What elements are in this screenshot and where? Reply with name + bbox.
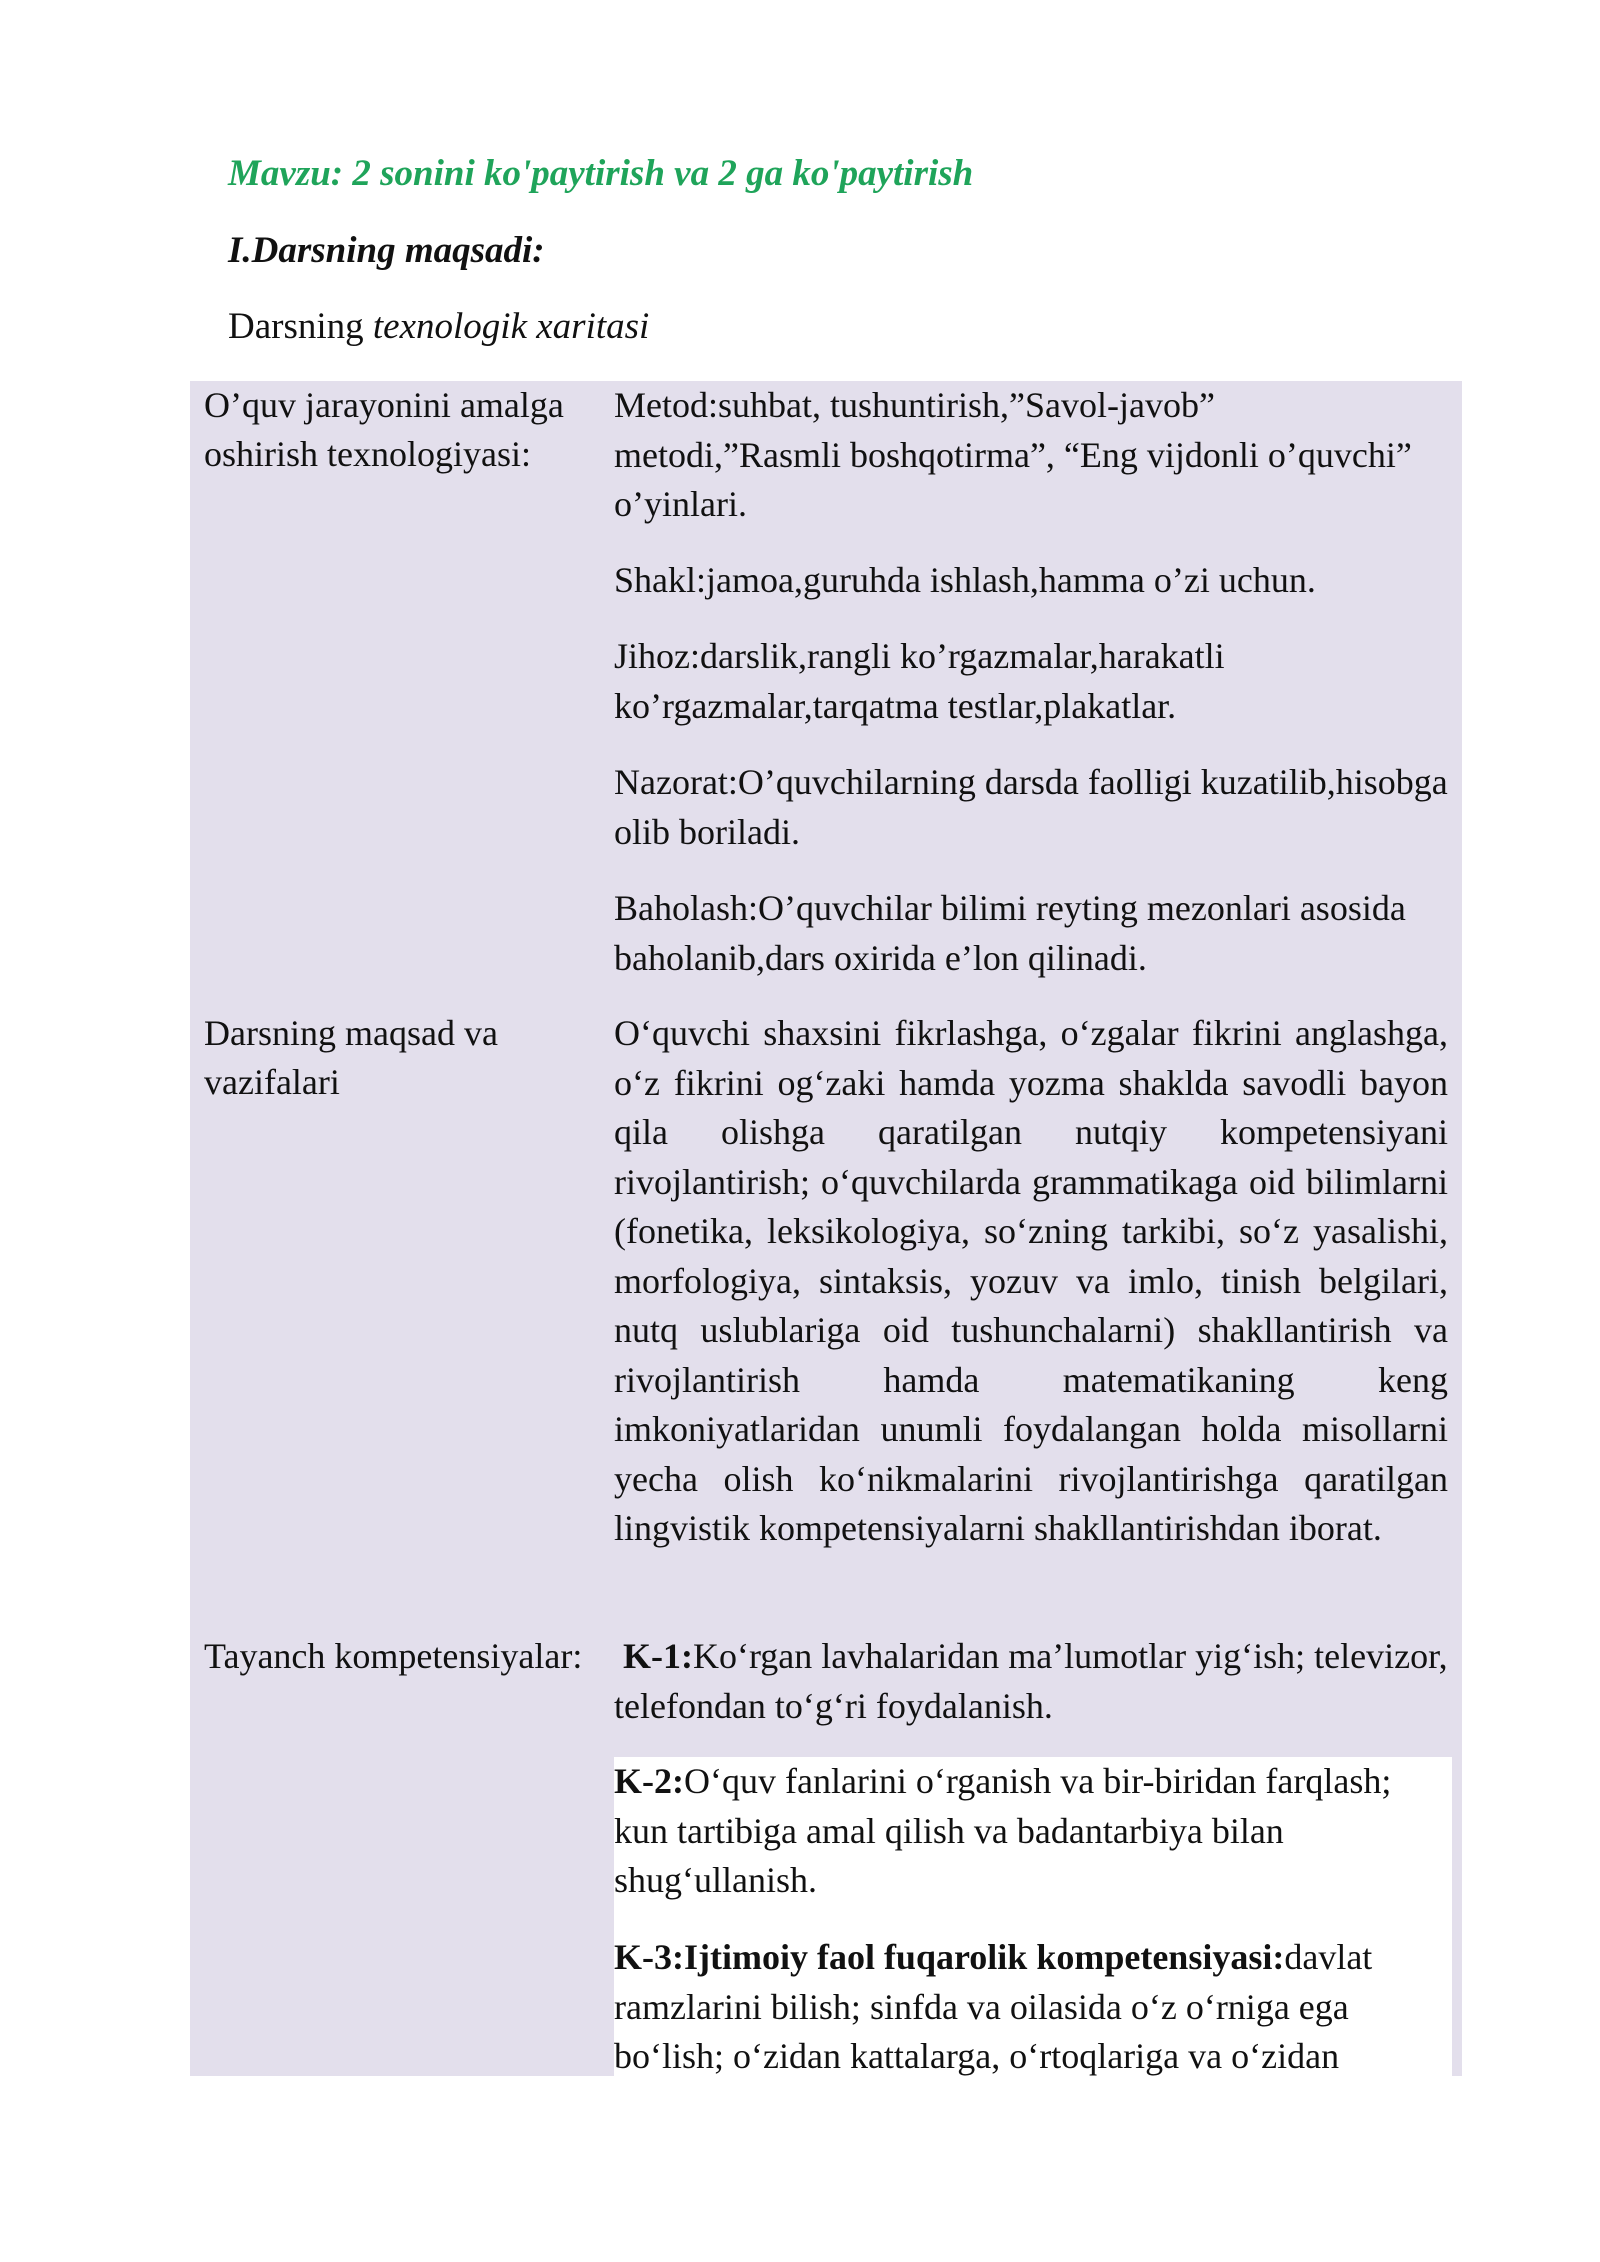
- competency-k2-text: O‘quv fanlarini o‘rganish va bir-biridan farqlash; kun tartibiga amal qilish va badantarbiya bilan shug‘ullanish.: [614, 1761, 1392, 1900]
- competency-k3: [614, 1933, 1448, 2082]
- paragraph-equipment: Jihoz:darslik,rangli ko’rgazmalar,harakatli ko’rgazmalar,tarqatma testlar,plakatlar.: [614, 636, 1225, 726]
- paragraph-goals: O‘quvchi shaxsini fikrlashga, o‘zgalar fikrini anglashga, o‘z fikrini og‘zaki hamda yozma shaklda savodli bayon qila olishga qaratilgan nutqiy kompetensiyani rivojlantirish; o‘quvchilarda grammatikaga oid bilimlarni (fonetika, leksikologiya, so‘zning tarkibi, so‘z yasalishi, morfologiya, sintaksis, yozuv va imlo, tinish belgilari, nutq uslublariga oid tushunchalarni) shakllantirish va rivojlantirish hamda matematikaning keng imkoniyatlaridan unumli foydalangan holda misollarni yecha olish ko‘nikmalarini rivojlantirishga qaratilgan lingvistik kompetensiyalarni shakllantirishdan iborat.: [614, 1013, 1448, 1548]
- competency-k1: [614, 1632, 1448, 1731]
- paragraph-control: Nazorat:O’quvchilarning darsda faolligi kuzatilib,hisobga olib boriladi.: [614, 762, 1448, 852]
- competency-k3-text: davlat ramzlarini bilish; sinfda va oilasida o‘z o‘rniga ega bo‘lish; o‘zidan kattalarga, o‘rtoqlariga va o‘zidan: [614, 1937, 1373, 2076]
- competency-k1-key: K-1:: [623, 1636, 693, 1676]
- competency-k3-key: K-3:Ijtimoiy faol fuqarolik kompetensiyasi:: [614, 1937, 1285, 1977]
- lesson-table: [190, 381, 1462, 2076]
- competency-k2: [614, 1757, 1448, 1906]
- lesson-goal-heading: I.Darsning maqsadi:: [228, 230, 545, 271]
- competency-k2-key: K-2:: [614, 1761, 684, 1801]
- paragraph-form: Shakl:jamoa,guruhda ishlash,hamma o’zi uchun.: [614, 560, 1316, 600]
- map-title-normal: Darsning: [228, 306, 373, 347]
- row-label-technology: O’quv jarayonini amalga oshirish texnologiyasi:: [204, 385, 564, 474]
- lesson-topic: Mavzu: 2 sonini ko'paytirish va 2 ga ko'paytirish: [228, 153, 974, 194]
- map-title-italic: texnologik xaritasi: [372, 306, 650, 347]
- row-label-goals: Darsning maqsad va vazifalari: [204, 1013, 498, 1102]
- technology-map-title: [228, 303, 649, 351]
- competency-k1-text: Ko‘rgan lavhalaridan ma’lumotlar yig‘ish; televizor, telefondan to‘g‘ri foydalanish.: [614, 1636, 1448, 1726]
- paragraph-method: Metod:suhbat, tushuntirish,”Savol-javob” metodi,”Rasmli boshqotirma”, “Eng vijdonli o’quvchi” o’yinlari.: [614, 385, 1412, 524]
- paragraph-assessment: Baholash:O’quvchilar bilimi reyting mezonlari asosida baholanib,dars oxirida e’lon qilinadi.: [614, 888, 1406, 978]
- row-label-competencies: Tayanch kompetensiyalar:: [204, 1636, 583, 1676]
